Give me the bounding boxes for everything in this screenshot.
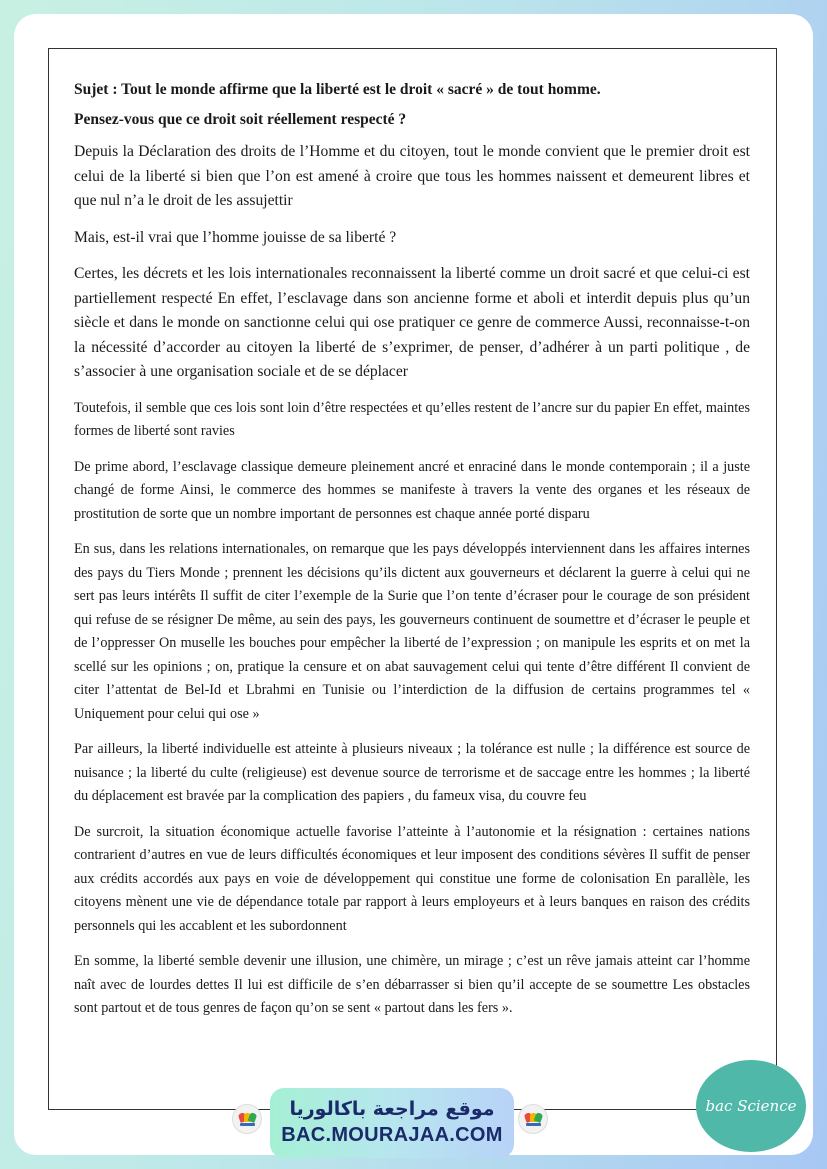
- subject-heading: Sujet : Tout le monde affirme que la liberté est le droit « sacré » de tout homme.: [74, 81, 601, 98]
- mourajaa-logo-icon: [518, 1104, 548, 1134]
- site-url: BAC.MOURAJAA.COM: [281, 1124, 503, 1146]
- paragraph-economic: De surcroit, la situation économique actuelle favorise l’atteinte à l’autonomie et la résignation : certaines nations contrarient d’autres en vue de leurs difficultés économiques et leur imposent des conditions sévères Il suffit de penser aux crédits accordés aux pays en voie de développement qui constitue une forme de colonisation En parallèle, les citoyens mènent une vie de dépendance totale par rapport à leurs employeurs et à leurs banques en raison des crédits personnels qui les accablent et les subordonnent: [74, 823, 750, 934]
- question-heading: Pensez-vous que ce droit soit réellement respecté ?: [74, 111, 407, 128]
- bac-science-badge: [696, 1060, 806, 1152]
- site-banner-link[interactable]: [270, 1088, 514, 1158]
- paragraph-individual: Par ailleurs, la liberté individuelle est atteinte à plusieurs niveaux ; la tolérance est nulle ; la différence est source de nuisance ; la liberté du culte (religieuse) est devenue source de terrorisme et de saccage entre les hommes ; la liberté du déplacement est bravée par la complication des papiers , du fameux visa, du couvre feu: [74, 741, 750, 804]
- site-name-arabic: موقع مراجعة باكالوريا: [289, 1098, 495, 1120]
- paragraph-introduction: Depuis la Déclaration des droits de l’Homme et du citoyen, tout le monde convient que le premier droit est celui de la liberté si bien que l’on est amené à croire que tous les hommes naissent et demeurent libres et que nul n’a le droit de les assujettir: [74, 143, 750, 209]
- paragraph-thesis: Certes, les décrets et les lois internationales reconnaissent la liberté comme un droit sacré et que celui-ci est partiellement respecté En effet, l’esclavage dans son ancienne forme et aboli et interdit depuis plus qu’un siècle et dans le monde on sanctionne celui qui ose pratiquer ce genre de commerce Aussi, reconnaisse-t-on la nécessité d’accorder au citoyen la liberté de s’exprimer, de penser, d’adhérer à un parti politique , de s’associer à une organisation sociale et de se déplacer: [74, 265, 750, 380]
- badge-label: bac Science: [705, 1097, 797, 1115]
- paragraph-antithesis: Toutefois, il semble que ces lois sont loin d’être respectées et qu’elles restent de l’ancre sur du papier En effet, maintes formes de liberté sont ravies: [74, 399, 750, 439]
- document-body: [74, 80, 750, 1033]
- mourajaa-logo-icon: [232, 1104, 262, 1134]
- paragraph-problem: Mais, est-il vrai que l’homme jouisse de sa liberté ?: [74, 228, 397, 246]
- paragraph-international: En sus, dans les relations internationales, on remarque que les pays développés interviennent dans les affaires internes des pays du Tiers Monde ; prennent les décisions qu’ils dictent aux gouverneurs et déclarent la guerre à celui qui ne sert pas leurs intérêts Il suffit de citer l’exemple de la Surie que l’on tente d’écraser pour le courage de son président qui refuse de se résigner De même, au sein des pays, les gouverneurs continuent de soumettre et d’écraser le peuple et de l’oppresser On muselle les bouches pour empêcher la liberté de l’expression ; on manipule les esprits et on met la scellé sur les opinions ; on, pratique la censure et on abat sauvagement celui qui tente d’être différent Il convient de citer l’attentat de Bel-Id et Lbrahmi en Tunisie ou l’interdiction de la diffusion de certains programmes tel « Uniquement pour celui qui ose »: [74, 541, 750, 722]
- paragraph-slavery: De prime abord, l’esclavage classique demeure pleinement ancré et enraciné dans le monde contemporain ; il a juste changé de forme Ainsi, le commerce des hommes se manifeste à travers la vente des organes et les réseaux de prostitution de sorte que un nombre important de personnes est chaque année porté disparu: [74, 458, 750, 522]
- paragraph-conclusion: En somme, la liberté semble devenir une illusion, une chimère, un mirage ; c’est un rêve jamais atteint car l’homme naît avec de lourdes dettes Il lui est difficile de s’en débarrasser si bien qu’il accepte de se soumettre Les obstacles sont partout et de tous genres de façon qu’on se sent « partout dans les fers ».: [74, 953, 750, 1016]
